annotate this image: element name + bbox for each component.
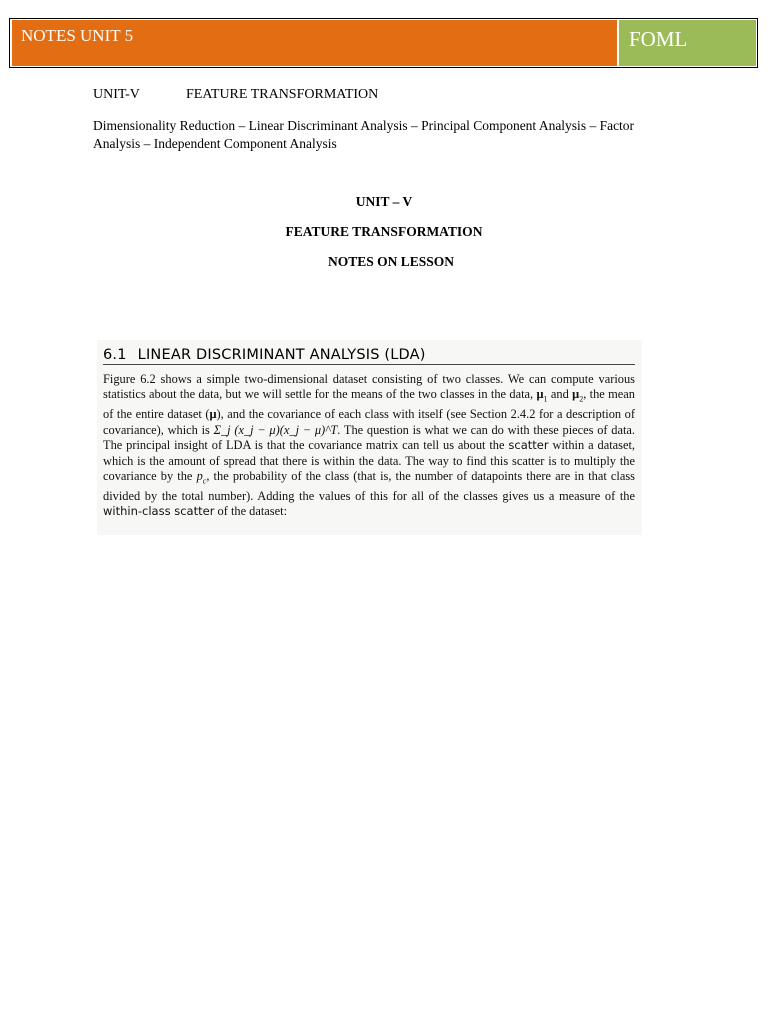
section-title: LINEAR DISCRIMINANT ANALYSIS (LDA) bbox=[137, 347, 426, 363]
unit-title: FEATURE TRANSFORMATION bbox=[186, 87, 379, 102]
textbook-excerpt bbox=[97, 340, 642, 535]
header-right-label: FOML bbox=[629, 27, 688, 51]
section-body: Figure 6.2 shows a simple two-dimensional dataset consisting of two classes. We can compute various statistics about the data, but we will settle for the means of the two classes in the data, $\mu_1$ and $\mu_2$, the mean of the entire dataset (μ), and the covariance of each class with itself (see Section 2.4.2 for a description of covariance), which is Σ_j (x_j − μ)(x_j − μ)^T. The question is what we can do with these pieces of data. The principal insight of LDA is that the covariance matrix can tell us about the scatter within a dataset, which is the amount of spread that there is within the data. The way to find this scatter is to multiply the covariance by the $p_c$, the probability of the class (that is, the number of datapoints there are in that class divided by the total number). Adding the values of this for all of the classes gives us a measure of the within-class scatter of the dataset: bbox=[103, 372, 635, 519]
section-number: 6.1 bbox=[103, 347, 127, 363]
header-right-banner bbox=[619, 20, 756, 66]
math-pc: p bbox=[196, 468, 203, 483]
body-text: of the dataset: bbox=[214, 504, 288, 519]
heading-unit: UNIT – V bbox=[355, 194, 413, 209]
header-left-banner bbox=[12, 20, 617, 66]
covariance-formula: Σ_j (x_j − μ)(x_j − μ)^T bbox=[213, 422, 338, 437]
body-text: , the mean of the entire dataset ( bbox=[103, 387, 635, 422]
topics-list: Dimensionality Reduction – Linear Discriminant Analysis – Principal Component Analysis – Factor Analysis – Independent Component Analysis bbox=[93, 118, 635, 151]
section-heading bbox=[103, 347, 635, 365]
body-text: and bbox=[547, 387, 573, 402]
term-within-class-scatter: within-class scatter bbox=[103, 504, 215, 519]
body-text: Figure 6.2 shows a simple two-dimensional dataset consisting of two classes. We can compute various statistics about the data, but we will settle for the means of the two classes in the data, bbox=[103, 372, 635, 402]
header-left-label: NOTES UNIT 5 bbox=[21, 26, 134, 45]
body-text: . The question is what we can do with these pieces of data. The principal insight of LDA is that the covariance matrix can tell us about the bbox=[103, 422, 635, 453]
heading-title: FEATURE TRANSFORMATION bbox=[285, 224, 483, 239]
body-text: , the probability of the class (that is, the number of datapoints there are in that class divided by the total number). Adding the values of this for all of the classes gives us a measure of the bbox=[103, 468, 635, 503]
body-text: ), and the covariance of each class with itself (see Section 2.4.2 for a description of covariance), which is bbox=[103, 407, 635, 437]
unit-line bbox=[93, 87, 379, 103]
body-text: within a dataset, which is the amount of spread that there is within the data. The way to find this scatter is to multiply the covariance by the bbox=[103, 438, 635, 483]
math-mu: μ bbox=[536, 387, 544, 402]
math-mu: μ bbox=[209, 407, 217, 422]
math-mu: μ bbox=[572, 387, 580, 402]
unit-label: UNIT-V bbox=[93, 87, 140, 102]
heading-notes: NOTES ON LESSON bbox=[327, 254, 455, 269]
term-scatter: scatter bbox=[508, 438, 549, 453]
